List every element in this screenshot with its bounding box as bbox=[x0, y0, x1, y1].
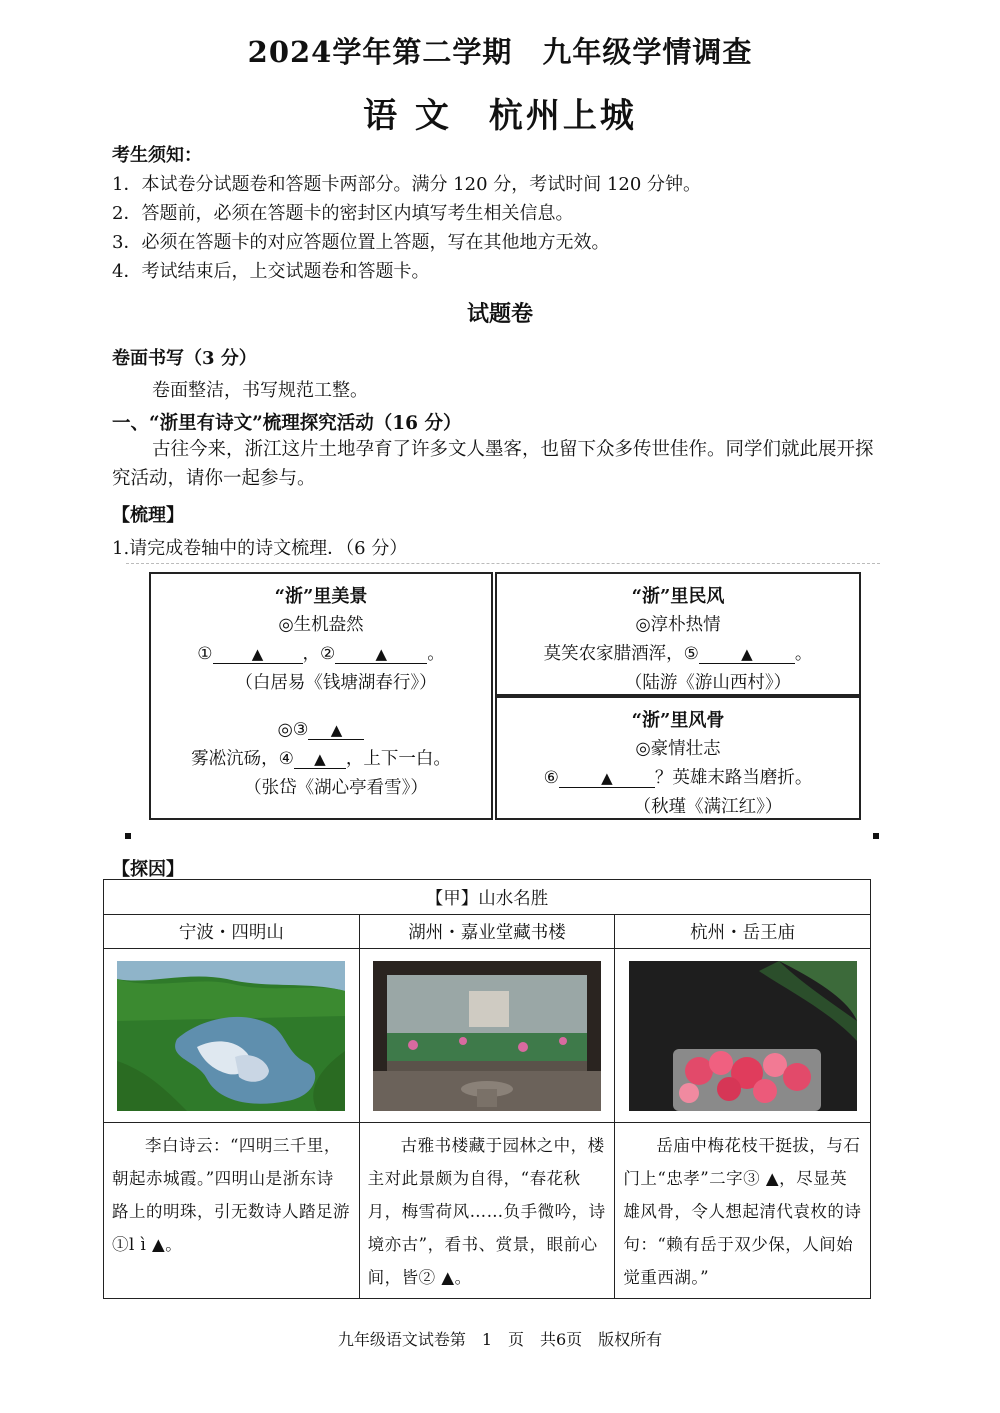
jiaye-library-photo bbox=[373, 961, 601, 1111]
box-customs-line bbox=[497, 640, 859, 669]
notice-item-4: 4．考试结束后，上交试题卷和答题卡。 bbox=[112, 261, 430, 282]
table-header: 【甲】山水名胜 bbox=[104, 880, 871, 915]
photo-cell-yuewang bbox=[615, 949, 871, 1123]
scroll-corner-left bbox=[125, 833, 131, 839]
handwriting-text: 卷面整洁，书写规范工整。 bbox=[152, 380, 368, 401]
box-customs-title: “浙”里民风 bbox=[631, 586, 725, 607]
spirit-line-end: ？英雄末路当磨折。 bbox=[654, 768, 813, 788]
paper-heading: 试题卷 bbox=[466, 301, 533, 327]
answer-blank-2[interactable]: ▲ bbox=[335, 645, 427, 664]
box-customs-theme: ◎淳朴热情 bbox=[635, 615, 721, 635]
box-scenery-title: “浙”里美景 bbox=[274, 586, 368, 607]
scroll-box-scenery bbox=[149, 572, 493, 820]
box-spirit-title: “浙”里风骨 bbox=[631, 710, 725, 731]
scroll-top-edge bbox=[126, 563, 880, 566]
box-scenery-line2 bbox=[151, 745, 491, 774]
box-scenery-source2: （张岱《湖心亭看雪》） bbox=[244, 778, 428, 798]
blank-label-4: ④ bbox=[278, 749, 294, 769]
customs-period: 。 bbox=[794, 644, 813, 664]
theme2-label: ◎③ bbox=[277, 720, 309, 740]
answer-blank-1[interactable]: ▲ bbox=[213, 645, 303, 664]
box-scenery-theme2 bbox=[151, 716, 491, 745]
period: 。 bbox=[427, 644, 445, 664]
explore-label: 【探因】 bbox=[112, 859, 184, 880]
photo-cell-siming bbox=[104, 949, 360, 1123]
box-scenery-source1: （白居易《钱塘湖春行》） bbox=[235, 673, 437, 693]
siming-mountain-photo bbox=[117, 961, 345, 1111]
blank-label-1: ① bbox=[197, 644, 213, 664]
exam-subtitle: 语 文 杭州上城 bbox=[363, 96, 637, 136]
photo-cell-jiaye bbox=[359, 949, 615, 1123]
answer-blank-5[interactable]: ▲ bbox=[699, 645, 795, 664]
box-customs-source: （陆游《游山西村》） bbox=[624, 673, 792, 693]
notice-heading: 考生须知： bbox=[112, 145, 202, 166]
answer-blank-3[interactable]: ▲ bbox=[308, 721, 364, 740]
box-spirit-theme: ◎豪情壮志 bbox=[635, 739, 721, 759]
blank-label-6: ⑥ bbox=[543, 768, 559, 788]
handwriting-title: 卷面书写（3 分） bbox=[112, 348, 257, 369]
line2-end: ，上下一白。 bbox=[345, 749, 451, 769]
section1-title: 一、“浙里有诗文”梳理探究活动（16 分） bbox=[112, 413, 462, 434]
col-yuewang: 杭州・岳王庙 bbox=[615, 915, 871, 949]
answer-blank-4[interactable]: ▲ bbox=[294, 750, 346, 769]
box-spirit-line bbox=[497, 764, 859, 793]
col-siming: 宁波・四明山 bbox=[104, 915, 360, 949]
page-footer: 九年级语文试卷第 1 页 共6页 版权所有 bbox=[337, 1330, 663, 1349]
scenic-table bbox=[103, 879, 871, 1299]
box-spirit-source: （秋瑾《满江红》） bbox=[633, 797, 783, 817]
separator: ， bbox=[302, 644, 320, 664]
text-yuewang: 岳庙中梅花枝干挺拔，与石门上“忠孝”二字③ ▲，尽显英雄风骨，令人想起清代袁枚的诗句：“赖有岳于双少保，人间始觉重西湖。” bbox=[615, 1123, 871, 1299]
yuewang-temple-photo bbox=[629, 961, 857, 1111]
exam-title: 2024学年第二学期 九年级学情调查 bbox=[247, 35, 753, 69]
scroll-corner-right bbox=[873, 833, 879, 839]
customs-line-start: 莫笑农家腊酒浑， bbox=[543, 644, 684, 664]
section1-intro: 古往今来，浙江这片土地孕育了许多文人墨客，也留下众多传世佳作。同学们就此展开探究活动，请你一起参与。 bbox=[112, 439, 874, 489]
text-siming: 李白诗云：“四明三千里，朝起赤城霞。”四明山是浙东诗路上的明珠，引无数诗人踏足游①l ì ▲。 bbox=[104, 1123, 360, 1299]
box-scenery-theme1: ◎生机盎然 bbox=[278, 615, 364, 635]
line2-start: 雾凇沆砀， bbox=[191, 749, 279, 769]
notice-item-3: 3．必须在答题卡的对应答题位置上答题，写在其他地方无效。 bbox=[112, 232, 610, 253]
answer-blank-6[interactable]: ▲ bbox=[559, 769, 655, 788]
text-jiaye: 古雅书楼藏于园林之中，楼主对此景颇为自得，“春花秋月，梅雪荷风……负手微吟，诗境亦古”，看书、赏景，眼前心间，皆② ▲。 bbox=[359, 1123, 615, 1299]
notice-item-1: 1．本试卷分试题卷和答题卡两部分。满分 120 分，考试时间 120 分钟。 bbox=[112, 174, 702, 195]
col-jiaye: 湖州・嘉业堂藏书楼 bbox=[359, 915, 615, 949]
blank-label-5: ⑤ bbox=[683, 644, 699, 664]
scroll-box-customs bbox=[495, 572, 861, 696]
box-scenery-line1 bbox=[151, 640, 491, 669]
blank-label-2: ② bbox=[320, 644, 336, 664]
scroll-box-spirit bbox=[495, 696, 861, 820]
sort-label: 【梳理】 bbox=[112, 505, 184, 526]
question-1: 1.请完成卷轴中的诗文梳理．（6 分） bbox=[112, 538, 408, 559]
notice-item-2: 2．答题前，必须在答题卡的密封区内填写考生相关信息。 bbox=[112, 203, 574, 224]
